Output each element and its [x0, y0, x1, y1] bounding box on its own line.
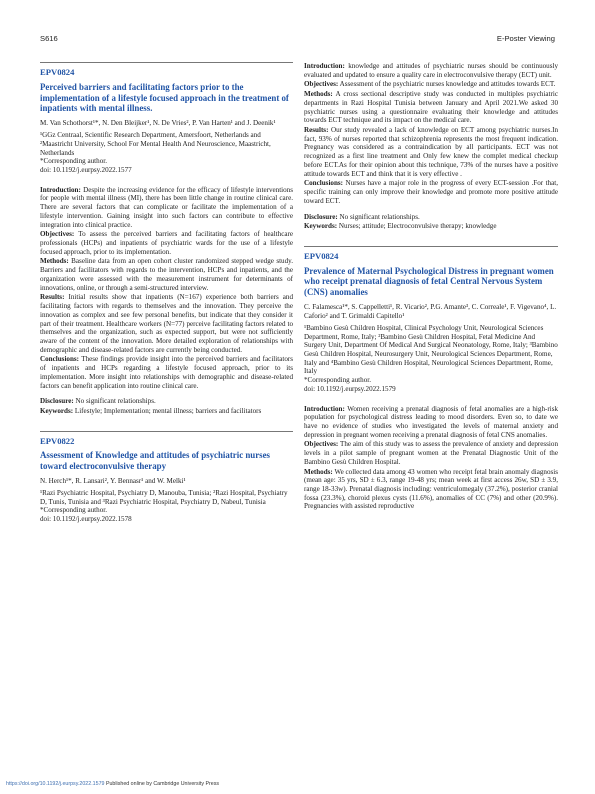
introduction-text: Women receiving a prenatal diagnosis of fetal anomalies are a high-risk population for psychological distress leading to mood disorders. Even so, to date we have no evidence of studies who investigated the levels of maternal anxiety and depression in pregnant women receiving a prenatal diagnosis of fetal CNS anomalies.	[304, 404, 558, 439]
introduction-label: Introduction:	[304, 404, 345, 413]
doi-link[interactable]: https://doi.org/10.1192/j.eurpsy.2022.1579	[6, 781, 105, 787]
disclosure-label: Disclosure:	[304, 212, 338, 221]
authors: N. Herch¹*, R. Lansari², Y. Bennasr¹ and W. Melki¹	[40, 477, 186, 486]
objectives	[40, 230, 293, 256]
objectives	[304, 440, 558, 466]
methods	[304, 468, 558, 512]
disclosure-label: Disclosure:	[40, 397, 74, 406]
right-column	[304, 62, 558, 512]
keywords	[40, 407, 293, 416]
left-column	[40, 62, 293, 524]
objectives-text: The aim of this study was to assess the prevalence of anxiety and depression levels in a pilot sample of pregnant women at the Prenatal Diagnostic Unit of the Bambino Gesù Children Hospital.	[304, 440, 558, 466]
introduction-text: Despite the increasing evidence for the efficacy of lifestyle interventions for people with mental illness (MI), there has been little change in routine clinical care. There are several factors that can complicate or facilitate the implementation of a lifestyle intervention. Gaining insight into such factors can contribute to effective integration into clinical practice.	[40, 185, 293, 229]
abstract-code: EPV0822	[40, 435, 75, 446]
corresponding-author: *Corresponding author.	[40, 157, 107, 166]
footer	[6, 781, 219, 787]
abstract-title: Assessment of Knowledge and attitudes of psychiatric nurses toward electroconvulsive therapy	[40, 450, 271, 472]
disclosure-text: No significant relationships.	[73, 397, 156, 406]
objectives-label: Objectives:	[40, 230, 75, 239]
results	[40, 293, 293, 354]
conclusions-label: Conclusions:	[40, 355, 80, 364]
objectives-text: To assess the perceived barriers and facilitating factors of healthcare professionals (HCPs) and inpatients of psychiatric wards for the use of a lifestyle focused approach, prior to its implementation.	[40, 230, 293, 256]
doi: doi: 10.1192/j.eurpsy.2022.1578	[40, 515, 132, 524]
introduction	[40, 186, 293, 230]
results-label: Results:	[40, 293, 65, 302]
affiliations: ¹GGz Centraal, Scientific Research Department, Amersfoort, Netherlands and ²Maastricht University, School For Mental Health And Neuroscience, Maastricht, Netherlands	[40, 131, 271, 157]
conclusions	[40, 355, 293, 390]
disclosure	[304, 213, 558, 222]
doi: doi: 10.1192/j.eurpsy.2022.1579	[304, 384, 396, 393]
page-number: S616	[40, 34, 58, 43]
abstract-code: EPV0824	[304, 250, 339, 261]
section-divider	[40, 431, 293, 432]
objectives-label: Objectives:	[304, 80, 339, 89]
affiliations: ¹Bambino Gesù Children Hospital, Clinical Psychology Unit, Neurological Sciences Department, Rome, Italy; ²Bambino Gesù Children Hospital, Fetal Medicine And Surgery Unit, Department Of Medical And Surgical Neonatology, Rome, Italy; ³Bambino Gesù Children Hospital, Neurosurgery Unit, Neurological Sciences Department, Rome, Italy and ⁴Bambino Gesù Children Hospital, Neurological Sciences Department, Rome, Italy	[304, 323, 558, 376]
results-text: Initial results show that inpatients (N=167) experience both barriers and facilitating factors with regards to themselves and the innovation. They perceive the innovation as complex and see few personal benefits, but indicate that they consider it part of their treatment. Healthcare workers (N=77) perceive facilitating factors related to themselves and the organization, such as expected support, but were not sufficiently aware of the content of the innovation. More detailed exploration of relationships with demographic and disease-related factors are currently being conducted.	[40, 293, 293, 354]
methods-label: Methods:	[40, 257, 69, 266]
keywords-text: Lifestyle; Implementation; mental illness; barriers and facilitators	[73, 406, 262, 415]
conclusions-label: Conclusions:	[304, 179, 344, 188]
section-divider	[40, 62, 293, 63]
methods-text: Baseline data from an open cohort cluster randomized stepped wedge study. Barriers and facilitators with regards to the intervention, HCPs and inpatients, and the organization were assessed with the measurement instrument for determinants of innovations, online, or through a semi-structured interview.	[40, 257, 293, 292]
introduction	[304, 62, 558, 79]
affiliations: ¹Razi Psychiatric Hospital, Psychiatry D, Manouba, Tunisia; ²Razi Hospital, Psychiatry D, Tunis, Tunisia and ³Razi Psychiatric Hospital, Psychiatry D, Nabeul, Tunisia	[40, 488, 288, 506]
methods-label: Methods:	[304, 90, 333, 99]
conclusions-text: These findings provide insight into the perceived barriers and facilitators of inpatients and HCPs regarding a lifestyle focused approach, prior to its implementation. More insight into relationships with demographic and disease-related factors can benefit application into routine clinical care.	[40, 355, 293, 390]
keywords-label: Keywords:	[304, 222, 338, 231]
methods-text: We collected data among 43 women who receipt fetal brain anomaly diagnosis (mean age: 35 yrs, SD ± 6.3, range 19-48 yrs; mean week at first access 26w, SD ± 3.9, range 18-33w). Prenatal diagnosis including: ventriculomegaly (37.2%), posterior cranial fossa (23.3%), choroid plexus cysts (11.6%), anomalies of CC (7%) and other (20.9%). Pregnancies with assisted reproductive	[304, 467, 558, 511]
corresponding-author: *Corresponding author.	[40, 506, 107, 515]
footer-text: Published online by Cambridge University Press	[104, 781, 219, 787]
keywords-label: Keywords:	[40, 406, 74, 415]
methods	[40, 257, 293, 292]
conclusions	[304, 179, 558, 205]
objectives	[304, 80, 558, 89]
disclosure	[40, 397, 293, 406]
results-label: Results:	[304, 126, 329, 135]
objectives-text: Assessment of the psychiatric nurses knowledge and attitudes towards ECT.	[338, 80, 556, 89]
objectives-label: Objectives:	[304, 440, 339, 449]
results	[304, 126, 558, 178]
corresponding-author: *Corresponding author.	[304, 376, 371, 385]
introduction	[304, 405, 558, 440]
introduction-label: Introduction:	[40, 185, 81, 194]
methods-text: A cross sectional descriptive study was conducted in multiples psychiatric departments in Razi Hospital Tunisia between January and April 2021.We asked 30 psychiatric nurses using a questionnaire evaluating their knowledge and attitudes towards ECT technique and its impact on the medical care.	[304, 90, 558, 125]
abstract-title: Prevalence of Maternal Psychological Distress in pregnant women who receipt prenatal diagnosis of fetal Central Nervous System (CNS) anomalies	[304, 265, 554, 298]
running-header: E-Poster Viewing	[496, 34, 555, 43]
authors: C. Falamesca¹*, S. Cappelletti¹, R. Vicario², P.G. Amante³, C. Correale¹, F. Vigevano⁴, L. Caforio² and T. Grimaldi Capitello¹	[304, 303, 557, 321]
conclusions-text: Nurses have a major role in the progress of every ECT-session .For that, specific training can only improve their knowledge and promote more positive attitude toward ECT.	[304, 179, 558, 205]
abstract-code: EPV0824	[40, 67, 75, 77]
keywords-text: Nurses; attitude; Electroconvulsive therapy; knowledge	[337, 222, 497, 231]
keywords	[304, 222, 558, 231]
section-divider	[304, 246, 558, 247]
disclosure-text: No significant relationships.	[337, 212, 420, 221]
results-text: Our study revealed a lack of knowledge on ECT among psychiatric nurses.In fact, 93% of nurses reported that schizophrenia represents the most frequent indication. Pregnancy was considered as a contraindication by all participants. ECT was not recognized as a first line treatment and Only few knew the complet medical checkup before ECT.As for their opinion about this technique, 73% of the nurses have a positive attitude towards ECT and think that it is very effective .	[304, 126, 558, 178]
introduction-label: Introduction:	[304, 62, 345, 70]
doi: doi: 10.1192/j.eurpsy.2022.1577	[40, 166, 132, 175]
introduction-text: knowledge and attitudes of psychiatric nurses should be continuously evaluated and updated to ensure a quality care in electroconvulsive therapy (ECT) unit.	[304, 62, 558, 79]
authors: M. Van Schothorst¹*, N. Den Bleijker¹, N. De Vries², P. Van Harten¹ and J. Deenik¹	[40, 119, 276, 128]
methods	[304, 90, 558, 125]
methods-label: Methods:	[304, 467, 333, 476]
abstract-title: Perceived barriers and facilitating factors prior to the implementation of a lifestyle focused approach in the treatment of inpatients with mental illness.	[40, 81, 289, 114]
